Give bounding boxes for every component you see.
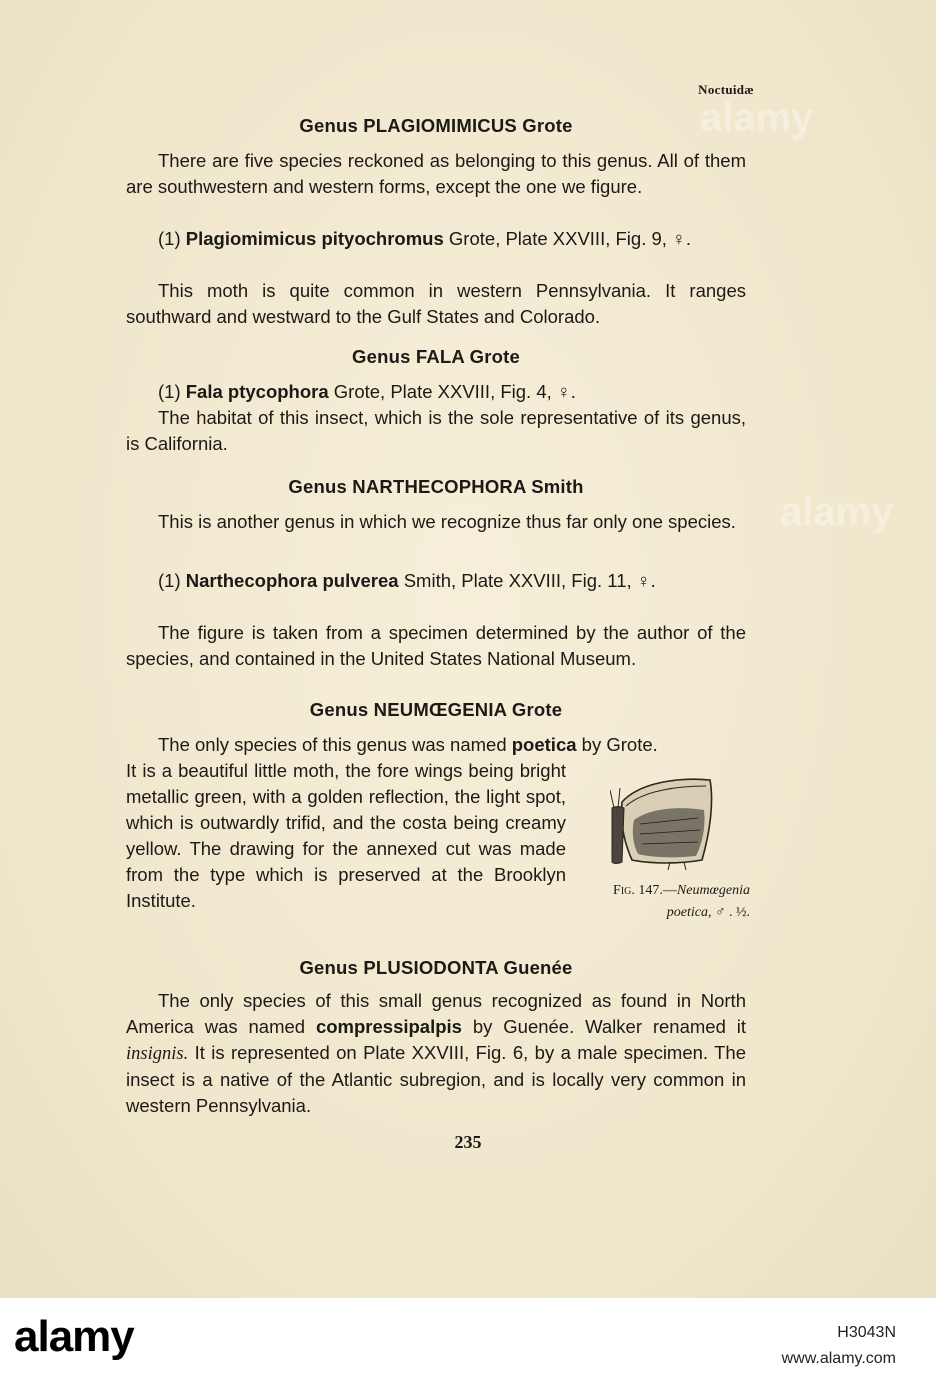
paragraph-neumoegenia-description: It is a beautiful little moth, the fore wings being bright metallic green, with a golden reflection, the light spot, which is outwardly trifid, and the costa being creamy yellow. The drawing for the annexed cut was made from the type which is preserved at the Brooklyn Institute. — [126, 760, 566, 911]
paragraph-plusiodonta — [126, 988, 746, 1119]
alamy-logo: alamy — [14, 1312, 134, 1361]
paragraph-fala-habitat: The habitat of this insect, which is the sole representative of its genus, is California. — [126, 407, 746, 454]
paragraph-narthecophora-species — [126, 568, 746, 594]
moth-illustration — [610, 772, 720, 872]
species-name: compressipalpis — [315, 1016, 462, 1037]
figure-moth — [580, 772, 746, 872]
species-name: Narthecophora pulverea — [185, 570, 399, 591]
text-run: by Grote. — [576, 734, 658, 755]
caption-species: Neumœgenia poetica, — [666, 883, 750, 920]
paragraph-narthecophora-intro: This is another genus in which we recognize thus far only one species. — [158, 511, 736, 532]
image-id: H3043N — [837, 1324, 896, 1341]
species-number: (1) — [158, 381, 186, 402]
paragraph-fala-species — [126, 379, 746, 405]
species-number: (1) — [158, 228, 186, 249]
species-name: Fala ptycophora — [185, 381, 329, 402]
species-number: (1) — [158, 570, 186, 591]
species-name: Plagiomimicus pityochromus — [185, 228, 444, 249]
synonym-name: insignis. — [126, 1044, 189, 1064]
site-url: www.alamy.com — [781, 1350, 896, 1367]
paragraph-plagiomimicus-range: This moth is quite common in western Pennsylvania. It ranges southward and westward to the Gulf States and Colorado. — [126, 280, 746, 327]
paragraph-plagiomimicus-species — [126, 226, 746, 252]
heading-plagiomimicus: Genus PLAGIOMIMICUS Grote — [299, 115, 573, 136]
watermark: alamy — [780, 490, 894, 534]
stock-info — [782, 1320, 896, 1372]
paragraph-narthecophora-figure: The figure is taken from a specimen determined by the author of the species, and contained in the United States National Museum. — [126, 622, 746, 669]
species-plate: Smith, Plate XXVIII, Fig. 11, ♀. — [398, 570, 656, 591]
species-plate: Grote, Plate XXVIII, Fig. 4, ♀. — [328, 381, 576, 402]
heading-plusiodonta: Genus PLUSIODONTA Guenée — [299, 957, 573, 978]
caption-suffix: ♂ . ½. — [711, 905, 750, 920]
heading-neumoegenia: Genus NEUMŒGENIA Grote — [309, 699, 563, 720]
heading-narthecophora: Genus NARTHECOPHORA Smith — [288, 476, 584, 497]
species-name: poetica — [511, 734, 577, 755]
figure-caption — [580, 880, 750, 924]
text-run: It is represented on Plate XXVIII, Fig. 6, by a male specimen. The insect is a native of the Atlantic subregion, and is locally very common in western Pennsylvania. — [126, 1042, 746, 1116]
caption-prefix: Fig. 147.— — [613, 883, 677, 898]
text-run: The only species of this small genus recognized as found in North America was named — [126, 990, 746, 1037]
paragraph-neumoegenia-intro — [126, 732, 746, 758]
heading-fala: Genus FALA Grote — [351, 346, 520, 367]
page-number: 235 — [454, 1132, 482, 1152]
paragraph-plagiomimicus-intro: There are five species reckoned as belonging to this genus. All of them are southwestern and western forms, except the one we figure. — [126, 150, 746, 197]
species-plate: Grote, Plate XXVIII, Fig. 9, ♀. — [443, 228, 692, 249]
text-run: The only species of this genus was named — [158, 734, 512, 755]
running-head: Noctuidæ — [698, 82, 754, 97]
watermark: alamy — [700, 96, 814, 140]
text-run: by Guenée. Walker renamed it — [461, 1016, 747, 1037]
